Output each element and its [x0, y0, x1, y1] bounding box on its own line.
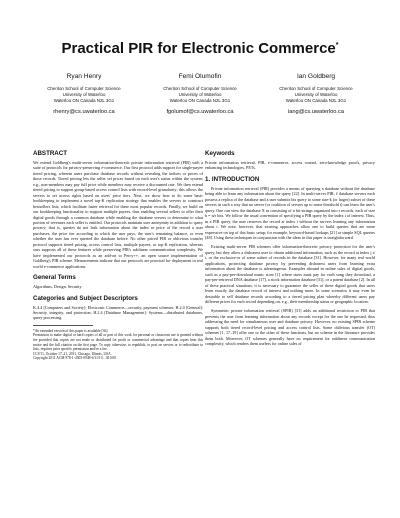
intro-paragraph: Existing multi-server PIR schemes offer information-theoretic privacy protection for the user's query, but they allow a dishonest user to obtain additional information, such as the record at index j ≠ i, or the exclusive-or of some subset of records in the database [31]. However, for many real world applications, protecting database privacy by preventing dishonest users from learning extra information about the database is advantageous. Examples abound in online sales of digital goods, such as a pay-per-download music store [1] where users must pay for each song they download, a pay-per-retrieval DNA database [17], a stock information database [31], or a patent database [2]. In all of these practical situations, it is necessary to guarantee the seller of these digital goods that users learn exactly the database record of interest and nothing more. In some scenarios it may even be desirable to sell database records according to a tiered pricing plan whereby different users pay different prices for each record depending on, e.g., their membership status or geographic location.	[205, 244, 375, 304]
author-name: Ian Goldberg	[296, 73, 336, 80]
author-affiliation: Cheriton School of Computer Science	[279, 86, 353, 91]
author-email: fgolumof@cs.uwaterloo.ca	[166, 108, 234, 115]
intro-paragraph: Symmetric private information retrieval (SPIR) [31] adds an additional restriction to PIR that prevents the user from learning information about any records except for the one he requested, thus addressing the need for simultaneous user and database privacy. However, no existing SPIR scheme supports both tiered record-level pricing and access control lists. Some oblivious transfer (OT) schemes [1, 17–19] offer one or the other of these functions, but no scheme in the literature provides them both. Moreover, OT schemes generally have no requirement for sublinear communication complexity, which renders them useless for online sales of	[205, 308, 375, 347]
abstract-heading: ABSTRACT	[33, 150, 68, 157]
categories-heading: Categories and Subject Descriptors	[33, 294, 138, 302]
title-footnote-mark: *	[335, 42, 339, 49]
general-terms-text: Algorithms, Design, Security	[33, 284, 82, 290]
intro-paragraph: Private information retrieval (PIR) provides a means of querying a database without the database being able to learn any information about the query [22]. In multi-server PIR, ℓ database servers each possess a replica of the database and a user submits his query to some size-k (or larger) subset of these servers in such a way that no server (or coalition of servers up to some threshold t) can learn the user's query. One can view the database X as consisting of n bit-strings organized into r records, each of size b = n/r bits. We follow the usual convention of specifying a PIR query by the index i of interest. Thus, in a PIR query, the user retrieves the record at index i without the servers learning any information about i. We note, however, that existing approaches allow one to build queries that are more expressive on top of this basic setup; for example, keyword-based lookups [21] or simple SQL queries [48]. Using these techniques in conjunction with the ideas in this paper is straightforward.	[205, 185, 375, 240]
left-column	[33, 150, 203, 361]
author-address: Waterloo ON Canada N2L 3G1	[53, 98, 115, 104]
footnote-extended-version: *An extended version of this paper is available [36].	[33, 328, 109, 333]
conference-info: CCS'11, October 17–21, 2011, Chicago, Illinois, USA.	[33, 351, 112, 356]
footnote-rule	[33, 325, 93, 326]
author-address: Waterloo ON Canada N2L 3G1	[285, 98, 347, 104]
author	[146, 73, 254, 115]
author-email: rhenry@cs.uwaterloo.ca	[53, 108, 115, 115]
keywords-heading: Keywords	[205, 150, 235, 157]
author-affiliation: University of Waterloo	[62, 92, 106, 98]
introduction-heading: 1. INTRODUCTION	[205, 175, 260, 183]
author-affiliation: Cheriton School of Computer Science	[47, 86, 121, 91]
permission-notice: Permission to make digital or hard copies of all or part of this work for personal or classroom use is granted without fee provided that copies are not made or distributed for profit or commercial advantage and that copies bear this notice and the full citation on the first page. To copy otherwise, to republish, to post on servers or to redistribute to lists, requires prior specific permission and/or a fee.	[33, 333, 203, 352]
author-name: Femi Olumofin	[178, 73, 222, 80]
author-affiliation: University of Waterloo	[294, 92, 338, 98]
title-text: Practical PIR for Electronic Commerce	[61, 40, 336, 57]
author	[30, 73, 138, 115]
right-column	[205, 150, 375, 351]
general-terms-heading: General Terms	[33, 274, 76, 282]
author-name: Ryan Henry	[66, 73, 102, 80]
copyright-notice: Copyright 2011 ACM 978-1-4503-0948-6/11/10 ...$10.00.	[33, 356, 117, 361]
keywords-text: Private information retrieval, PIR, e-commerce, access control, zero-knowledge proofs, privacy enhancing technologies, PETs.	[205, 160, 375, 171]
author-email: iang@cs.uwaterloo.ca	[287, 108, 345, 115]
author-block	[30, 73, 370, 115]
categories-text: K.4.4 [Computers and Society]: Electronic Commerce—security, payment schemes; H.2.0 [General]: Security, integrity, and protection; H.2.4 [Database Management]: Systems—distributed databases, query processing.	[33, 304, 203, 321]
author	[262, 73, 370, 115]
abstract-text: We extend Goldberg's multi-server information-theoretic private information retrieval (PIR) with a suite of protocols for privacy-preserving e-commerce. Our first protocol adds support for single-payee tiered pricing, wherein users purchase database records without revealing the indices or prices of those records. Tiered pricing lets the seller set prices based on each user's status within the system; e.g., non-members may pay full price while members may receive a discounted rate. We then extend tiered pricing to support group-based access control lists with record-level granularity; this allows the servers to set access rights based on users' price tiers. Next, we show how to do some basic bookkeeping to implement a novel top-K replication strategy that enables the servers to construct bestsellers lists, which facilitate faster retrieval for these most popular records. Finally, we build on our bookkeeping functionality to support multiple payees, thus enabling several sellers to offer their digital goods through a common database while enabling the database servers to determine to what portion of revenues each seller is entitled. Our protocols maintain user anonymity in addition to query privacy; that is, queries do not leak information about the index or price of the record a user purchases, the price tier according to which the user pays, the user's remaining balance, or even whether the user has ever queried the database before. No other priced PIR or oblivious transfer protocol supports tiered pricing, access control lists, multiple payees, or top-K replication, whereas ours supports all of these features while preserving PIR's sublinear communication complexity. We have implemented our protocols as an add-on to Percy++, an open source implementation of Goldberg's PIR scheme. Measurements indicate that our protocols are practical for deployment in real world e-commerce applications.	[33, 160, 203, 269]
paper-title	[0, 40, 400, 57]
author-affiliation: Cheriton School of Computer Science	[163, 86, 237, 91]
author-address: Waterloo ON Canada N2L 3G1	[169, 98, 231, 104]
author-affiliation: University of Waterloo	[178, 92, 222, 98]
